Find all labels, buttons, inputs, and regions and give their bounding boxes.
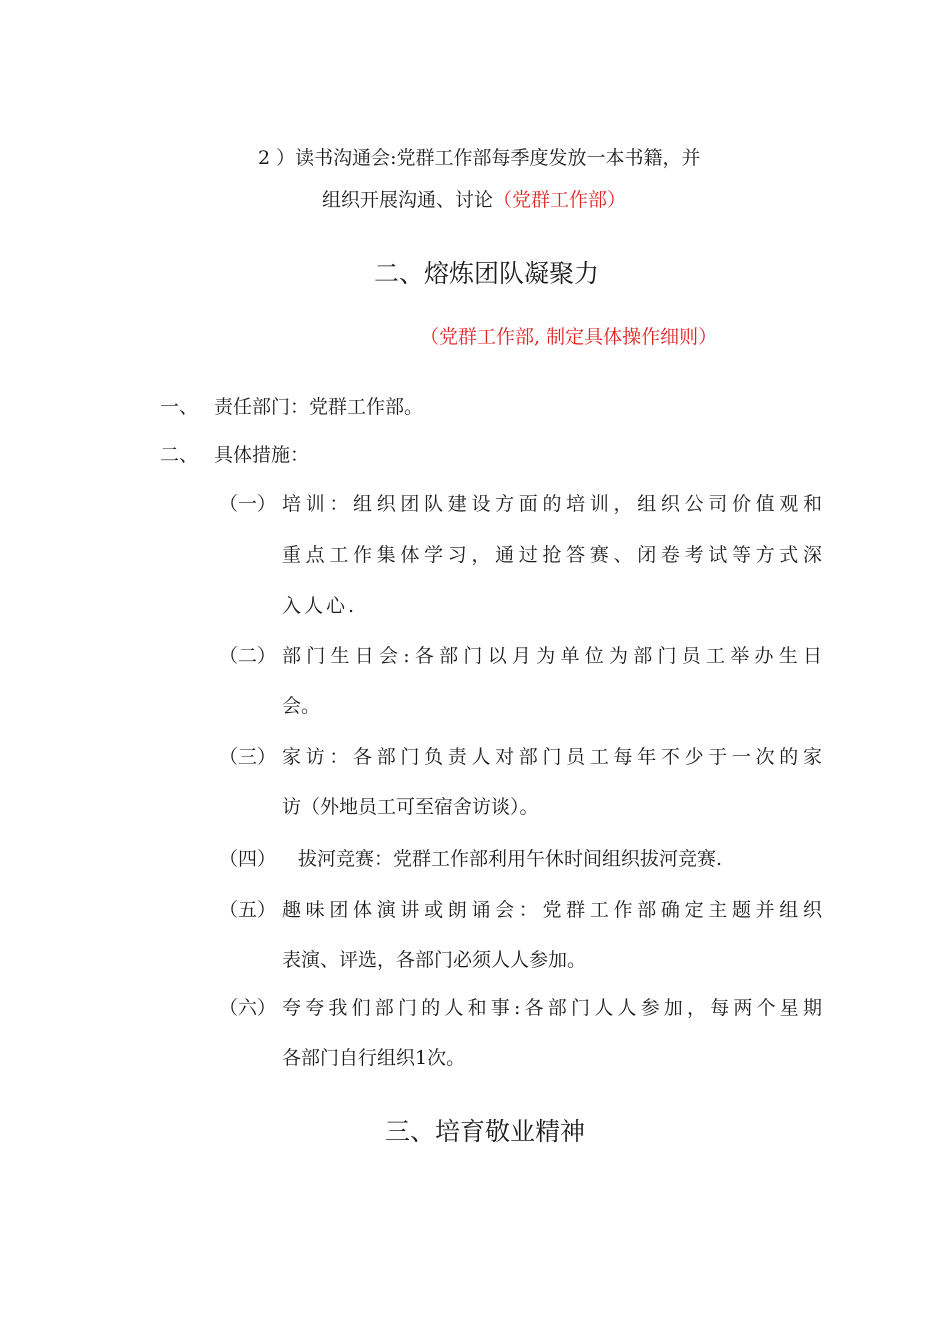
item-1-text: 责任部门：党群工作部。 <box>214 396 424 418</box>
measure-2-label: （二） <box>219 645 277 667</box>
section-2-title: 二、熔炼团队凝聚力 <box>374 259 600 288</box>
measure-4-line-1: 拔河竞赛：党群工作部利用午休时间组织拔河竞赛. <box>298 848 723 870</box>
measure-3-line-1: 家访：各部门负责人对部门员工每年不少于一次的家 <box>282 746 822 768</box>
measure-1-line-3: 入人心. <box>282 595 358 617</box>
section-2-note: （党群工作部, 制定具体操作细则） <box>420 326 718 348</box>
intro-line-2 <box>322 187 626 213</box>
measure-1-line-1: 培训：组织团队建设方面的培训，组织公司价值观和 <box>282 493 822 515</box>
intro-line-2-dept: （党群工作部） <box>493 189 627 211</box>
measure-6-line-1: 夸夸我们部门的人和事:各部门人人参加，每两个星期 <box>282 997 822 1019</box>
measure-2-line-2: 会。 <box>282 695 321 717</box>
intro-line-2-text: 组织开展沟通、讨论 <box>322 189 494 211</box>
measure-4-label: （四） <box>219 848 277 870</box>
intro-line-1: 2 ）读书沟通会:党群工作部每季度发放一本书籍，并 <box>258 147 701 169</box>
measure-5-line-2: 表演、评选，各部门必须人人参加。 <box>282 949 587 971</box>
measure-2-line-1: 部门生日会:各部门以月为单位为部门员工举办生日 <box>282 645 822 667</box>
item-2-text: 具体措施： <box>214 444 310 466</box>
measure-5-line-1: 趣味团体演讲或朗诵会：党群工作部确定主题并组织 <box>282 899 822 921</box>
measure-6-line-2: 各部门自行组织1次。 <box>282 1047 466 1069</box>
measure-1-label: （一） <box>219 493 277 515</box>
item-2-label: 二、 <box>160 444 199 466</box>
section-3-title: 三、培育敬业精神 <box>385 1117 586 1146</box>
measure-1-line-2: 重点工作集体学习，通过抢答赛、闭卷考试等方式深 <box>282 544 822 566</box>
item-1-label: 一、 <box>160 396 199 418</box>
measure-3-line-2: 访（外地员工可至宿舍访谈）。 <box>282 796 539 818</box>
measure-6-label: （六） <box>219 997 277 1019</box>
measure-3-label: （三） <box>219 746 277 768</box>
measure-5-label: （五） <box>219 899 277 921</box>
